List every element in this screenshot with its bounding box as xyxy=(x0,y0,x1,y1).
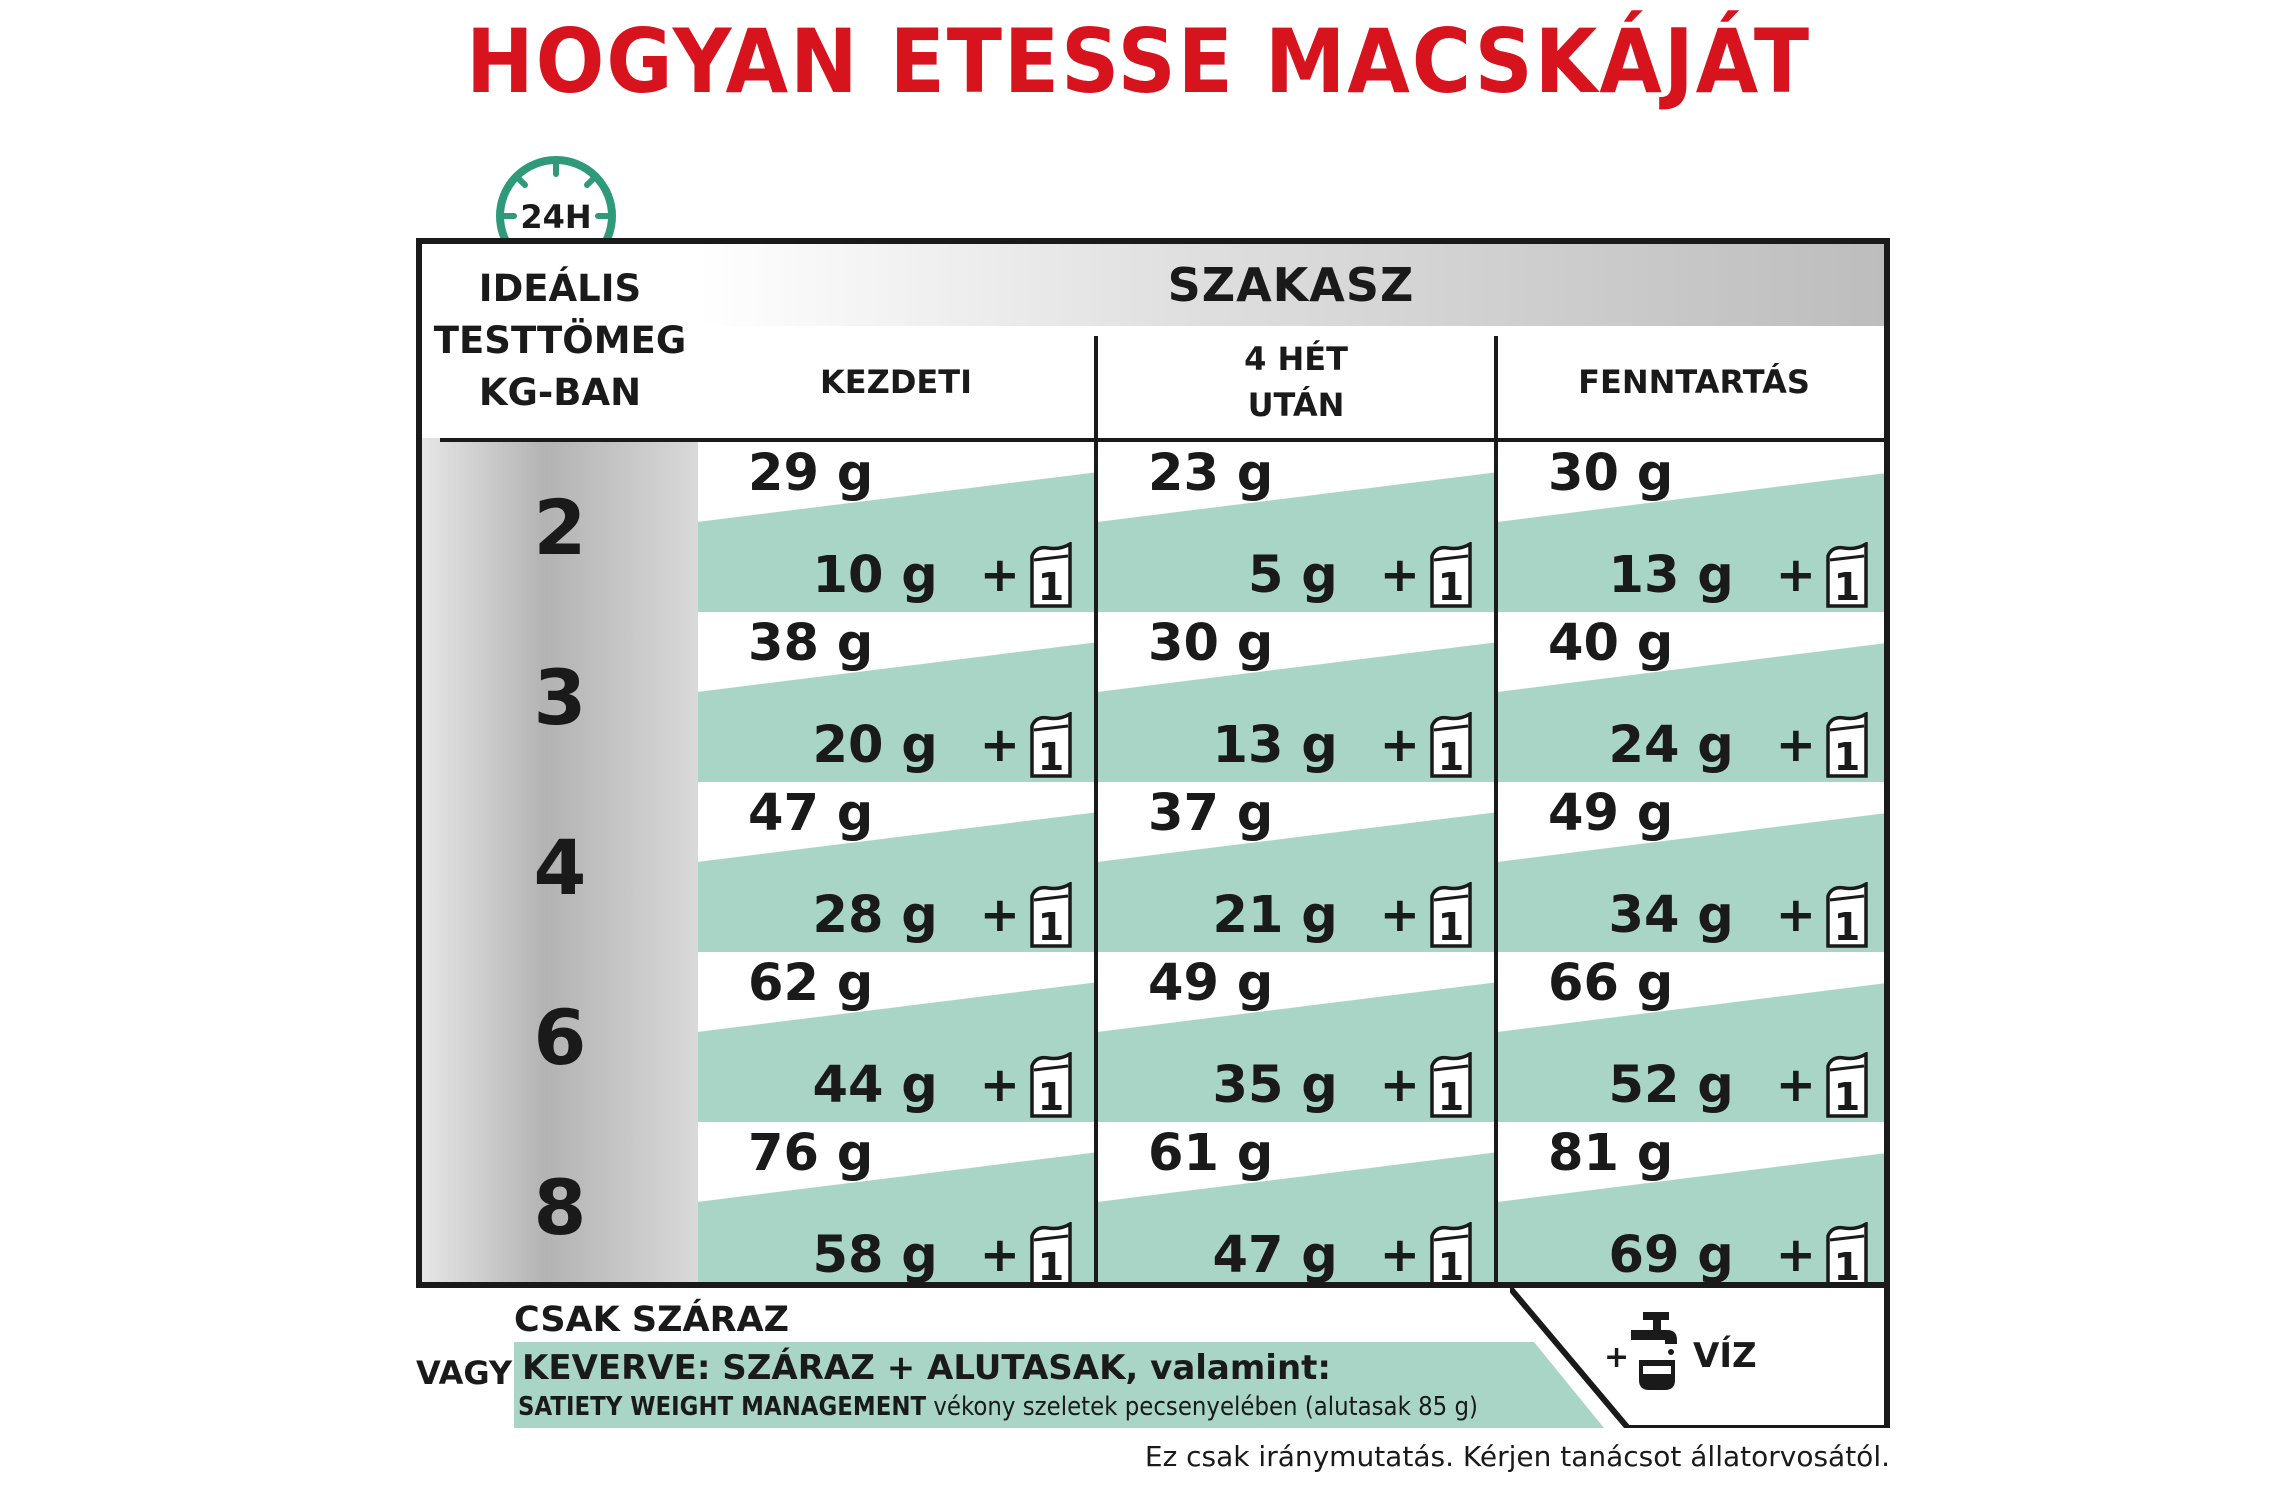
table-cell-initial xyxy=(698,782,1094,952)
weight-value: 6 xyxy=(533,992,587,1082)
weight-column-header xyxy=(422,244,698,438)
mixed-dry-amount: 58 g xyxy=(812,1225,938,1285)
pouch-count: 1 xyxy=(1037,565,1065,608)
pouch-icon xyxy=(1428,1222,1474,1288)
mixed-amount xyxy=(1609,542,1870,608)
pouch-count: 1 xyxy=(1437,565,1465,608)
mixed-dry-amount: 44 g xyxy=(812,1055,938,1115)
mixed-dry-amount: 5 g xyxy=(1248,545,1338,605)
legend-or: VAGY xyxy=(416,1354,513,1392)
mixed-dry-amount: 69 g xyxy=(1608,1225,1734,1285)
table-cell-initial xyxy=(698,442,1094,612)
mixed-amount xyxy=(1609,1052,1870,1118)
mixed-dry-amount: 10 g xyxy=(812,545,938,605)
pouch-count: 1 xyxy=(1037,1245,1065,1288)
pouch-icon xyxy=(1028,882,1074,948)
mixed-dry-amount: 34 g xyxy=(1608,885,1734,945)
column-header-after-4-weeks xyxy=(1098,326,1494,438)
mixed-dry-amount: 20 g xyxy=(812,715,938,775)
dry-only-amount: 38 g xyxy=(748,614,874,673)
mixed-amount xyxy=(813,1222,1074,1288)
mixed-amount xyxy=(1213,1052,1474,1118)
plus-sign: + xyxy=(1379,887,1420,943)
mixed-dry-amount: 52 g xyxy=(1608,1055,1734,1115)
clock-label: 24H xyxy=(520,198,592,236)
pouch-count: 1 xyxy=(1037,905,1065,948)
water-plus: + xyxy=(1604,1340,1630,1375)
pouch-count: 1 xyxy=(1437,905,1465,948)
mixed-amount xyxy=(813,882,1074,948)
plus-sign: + xyxy=(1379,717,1420,773)
mixed-dry-amount: 47 g xyxy=(1212,1225,1338,1285)
table-cell-after-4-weeks xyxy=(1098,952,1494,1122)
mixed-amount xyxy=(1248,542,1474,608)
weight-header-line-2: TESTTÖMEG xyxy=(433,319,687,362)
mixed-dry-amount: 35 g xyxy=(1212,1055,1338,1115)
plus-sign: + xyxy=(979,887,1020,943)
pouch-count: 1 xyxy=(1833,735,1861,778)
dry-only-amount: 23 g xyxy=(1148,444,1274,503)
column-header-maintenance xyxy=(1498,326,1890,438)
weight-value: 8 xyxy=(533,1162,587,1252)
mixed-amount xyxy=(813,542,1074,608)
pouch-icon xyxy=(1028,542,1074,608)
dry-only-amount: 29 g xyxy=(748,444,874,503)
water-label: VÍZ xyxy=(1693,1336,1757,1376)
page-title: HOGYAN ETESSE MACSKÁJÁT xyxy=(466,10,1811,113)
legend-product xyxy=(518,1392,1478,1422)
pouch-count: 1 xyxy=(1833,905,1861,948)
pouch-count: 1 xyxy=(1833,1245,1861,1288)
footnote: Ez csak iránymutatás. Kérjen tanácsot állatorvosától. xyxy=(1144,1440,1890,1473)
legend-mixed-title: KEVERVE: SZÁRAZ + ALUTASAK, valamint: xyxy=(522,1348,1332,1388)
plus-sign: + xyxy=(1379,547,1420,603)
mixed-dry-amount: 21 g xyxy=(1212,885,1338,945)
plus-sign: + xyxy=(1775,547,1816,603)
plus-sign: + xyxy=(979,1057,1020,1113)
pouch-count: 1 xyxy=(1437,1245,1465,1288)
feeding-table xyxy=(416,238,1890,1288)
plus-sign: + xyxy=(1775,887,1816,943)
column-header-after-4-weeks-line-1: 4 HÉT xyxy=(1244,340,1348,378)
pouch-count: 1 xyxy=(1833,1075,1861,1118)
mixed-amount xyxy=(813,1052,1074,1118)
pouch-count: 1 xyxy=(1437,735,1465,778)
dry-only-amount: 37 g xyxy=(1148,784,1274,843)
plus-sign: + xyxy=(1775,1057,1816,1113)
pouch-icon xyxy=(1824,1052,1870,1118)
dry-only-amount: 47 g xyxy=(748,784,874,843)
table-cell-maintenance xyxy=(1498,612,1890,782)
pouch-icon xyxy=(1824,1222,1870,1288)
pouch-count: 1 xyxy=(1037,735,1065,778)
pouch-count: 1 xyxy=(1037,1075,1065,1118)
column-header-maintenance-label: FENNTARTÁS xyxy=(1578,363,1810,401)
column-header-after-4-weeks-line-2: UTÁN xyxy=(1247,386,1345,424)
legend-dry-only: CSAK SZÁRAZ xyxy=(514,1300,790,1340)
dry-only-amount: 30 g xyxy=(1548,444,1674,503)
mixed-amount xyxy=(1213,882,1474,948)
pouch-icon xyxy=(1428,712,1474,778)
plus-sign: + xyxy=(1775,1227,1816,1283)
legend-product-desc: vékony szeletek pecsenyelében (alutasak 85 g) xyxy=(933,1392,1478,1422)
dry-only-amount: 62 g xyxy=(748,954,874,1013)
weight-value: 2 xyxy=(533,482,587,572)
pouch-count: 1 xyxy=(1437,1075,1465,1118)
dry-only-amount: 61 g xyxy=(1148,1124,1274,1183)
pouch-icon xyxy=(1824,882,1870,948)
table-cell-maintenance xyxy=(1498,782,1890,952)
pouch-icon xyxy=(1824,712,1870,778)
pouch-icon xyxy=(1028,1052,1074,1118)
table-cell-maintenance xyxy=(1498,442,1890,612)
weight-value: 3 xyxy=(533,652,587,742)
mixed-dry-amount: 28 g xyxy=(812,885,938,945)
dry-only-amount: 76 g xyxy=(748,1124,874,1183)
mixed-dry-amount: 13 g xyxy=(1608,545,1734,605)
pouch-icon xyxy=(1428,882,1474,948)
weight-value: 4 xyxy=(533,822,587,912)
dry-only-amount: 49 g xyxy=(1548,784,1674,843)
column-header-initial-label: KEZDETI xyxy=(819,363,972,401)
table-cell-after-4-weeks xyxy=(1098,782,1494,952)
plus-sign: + xyxy=(979,547,1020,603)
phase-header xyxy=(698,244,1884,326)
mixed-dry-amount: 24 g xyxy=(1608,715,1734,775)
mixed-amount xyxy=(1213,1222,1474,1288)
column-header-initial xyxy=(698,326,1094,438)
dry-only-amount: 66 g xyxy=(1548,954,1674,1013)
mixed-dry-amount: 13 g xyxy=(1212,715,1338,775)
plus-sign: + xyxy=(979,717,1020,773)
pouch-icon xyxy=(1428,542,1474,608)
phase-label: SZAKASZ xyxy=(1167,258,1415,312)
table-cell-after-4-weeks xyxy=(1098,442,1494,612)
plus-sign: + xyxy=(979,1227,1020,1283)
weight-header-line-3: KG-BAN xyxy=(478,371,642,414)
table-cell-maintenance xyxy=(1498,1122,1890,1288)
dry-only-amount: 81 g xyxy=(1548,1124,1674,1183)
pouch-icon xyxy=(1824,542,1870,608)
mixed-amount xyxy=(1609,712,1870,778)
mixed-amount xyxy=(1213,712,1474,778)
pouch-icon xyxy=(1428,1052,1474,1118)
table-cell-maintenance xyxy=(1498,952,1890,1122)
weight-header-line-1: IDEÁLIS xyxy=(478,267,642,310)
pouch-icon xyxy=(1028,712,1074,778)
plus-sign: + xyxy=(1775,717,1816,773)
dry-only-amount: 30 g xyxy=(1148,614,1274,673)
dry-only-amount: 40 g xyxy=(1548,614,1674,673)
mixed-amount xyxy=(813,712,1074,778)
dry-only-amount: 49 g xyxy=(1148,954,1274,1013)
table-cell-after-4-weeks xyxy=(1098,612,1494,782)
pouch-icon xyxy=(1028,1222,1074,1288)
legend-product-name: SATIETY WEIGHT MANAGEMENT xyxy=(518,1392,927,1422)
mixed-amount xyxy=(1609,882,1870,948)
mixed-amount xyxy=(1609,1222,1870,1288)
pouch-count: 1 xyxy=(1833,565,1861,608)
plus-sign: + xyxy=(1379,1227,1420,1283)
table-cell-initial xyxy=(698,952,1094,1122)
table-cell-initial xyxy=(698,1122,1094,1288)
water-tap-icon xyxy=(1625,1310,1685,1392)
table-cell-after-4-weeks xyxy=(1098,1122,1494,1288)
table-cell-initial xyxy=(698,612,1094,782)
plus-sign: + xyxy=(1379,1057,1420,1113)
